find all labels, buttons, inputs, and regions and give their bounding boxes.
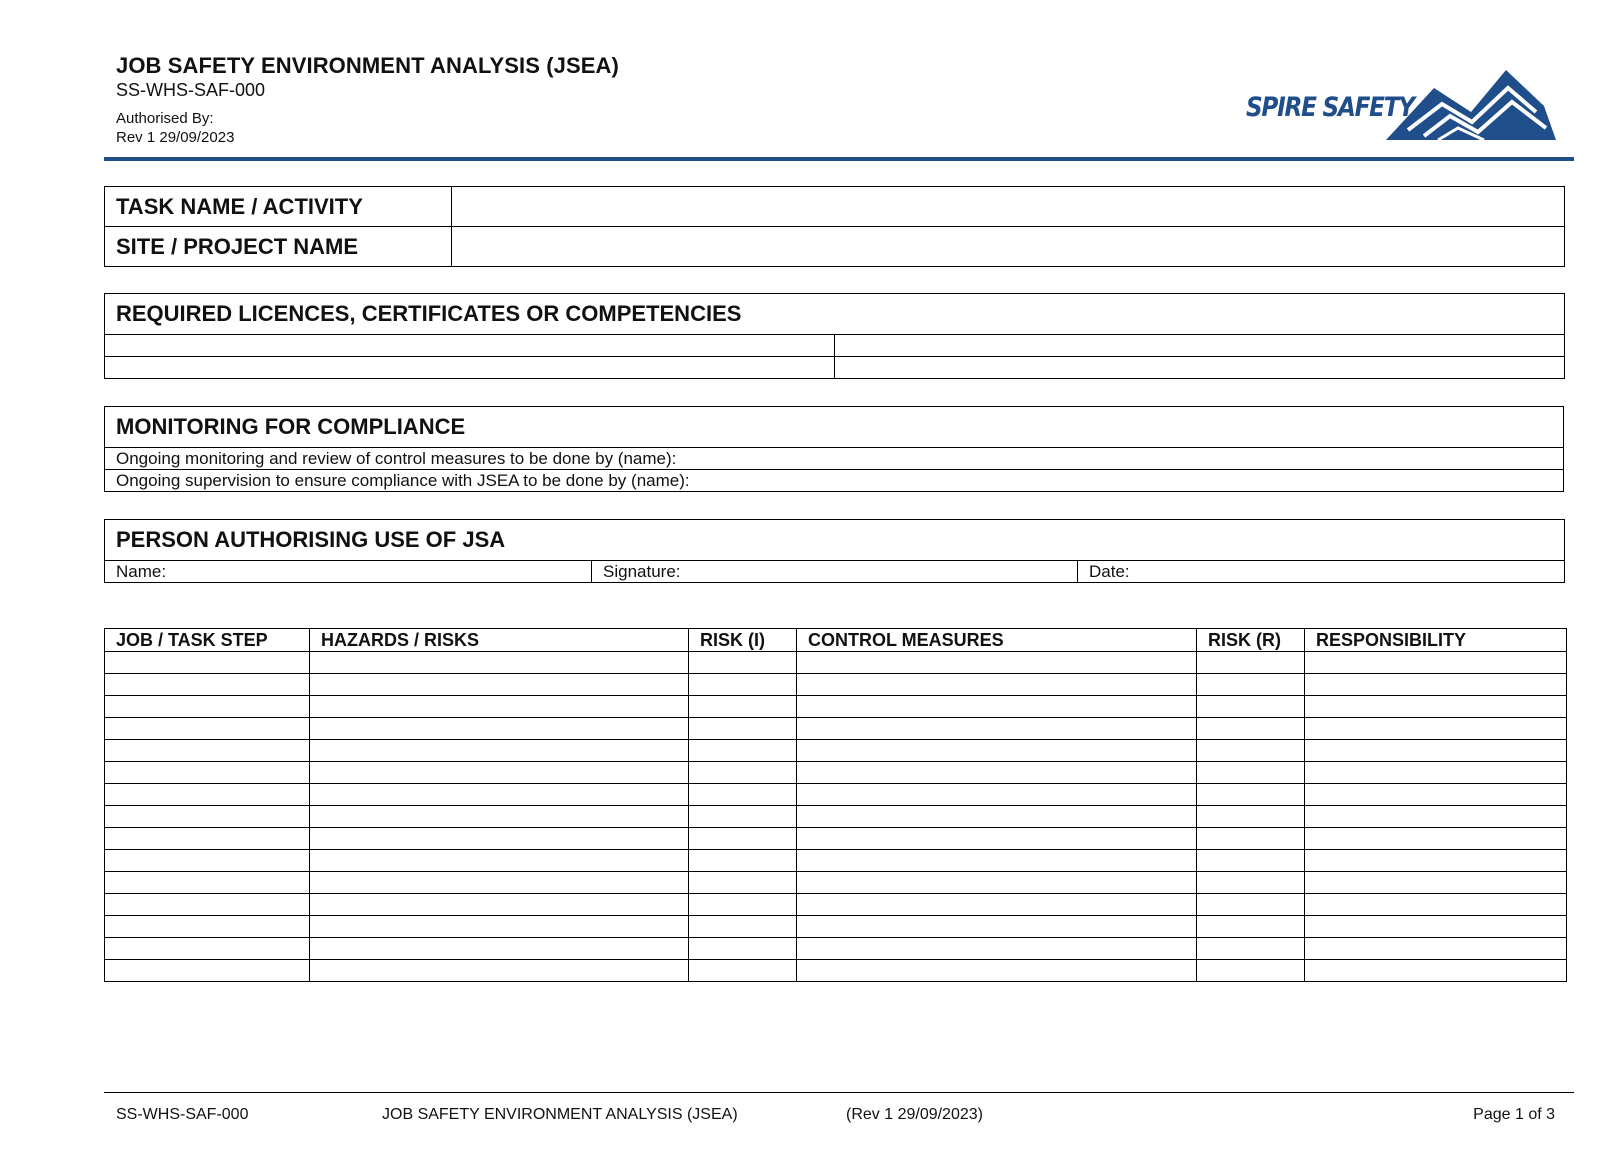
monitoring-table [104,406,1564,492]
table-row [105,894,1567,916]
table-cell[interactable] [310,696,689,718]
logo-text: SPIRE SAFETY [1246,92,1414,123]
table-cell[interactable] [1305,806,1567,828]
table-cell[interactable] [1305,652,1567,674]
table-cell[interactable] [797,806,1197,828]
table-cell[interactable] [105,674,310,696]
column-header: RESPONSIBILITY [1305,629,1567,652]
table-cell[interactable] [310,960,689,982]
table-cell[interactable] [310,784,689,806]
table-row [105,938,1567,960]
column-header: RISK (R) [1197,629,1305,652]
table-row [105,872,1567,894]
table-row [105,784,1567,806]
table-cell[interactable] [797,872,1197,894]
table-row [105,718,1567,740]
table-cell[interactable] [105,740,310,762]
table-row [105,916,1567,938]
table-cell[interactable] [1197,828,1305,850]
site-name-field[interactable] [452,227,1565,267]
table-cell[interactable] [689,784,797,806]
table-cell[interactable] [310,740,689,762]
hazard-table [104,628,1567,982]
table-cell[interactable] [1197,806,1305,828]
table-cell[interactable] [1197,894,1305,916]
table-cell[interactable] [689,960,797,982]
table-cell[interactable] [797,850,1197,872]
table-cell[interactable] [105,718,310,740]
table-cell[interactable] [1305,894,1567,916]
authoriser-date-field[interactable]: Date: [1078,561,1565,583]
table-cell[interactable] [105,960,310,982]
table-cell[interactable] [797,674,1197,696]
licence-field[interactable] [835,357,1565,379]
table-cell[interactable] [797,960,1197,982]
table-cell[interactable] [1305,916,1567,938]
table-cell[interactable] [1197,718,1305,740]
licence-field[interactable] [105,335,835,357]
table-cell[interactable] [1197,762,1305,784]
monitoring-review-field[interactable]: Ongoing monitoring and review of control measures to be done by (name): [105,448,1564,470]
table-cell[interactable] [797,894,1197,916]
table-cell[interactable] [1197,652,1305,674]
document-title: JOB SAFETY ENVIRONMENT ANALYSIS (JSEA) [116,53,619,78]
table-cell[interactable] [310,652,689,674]
table-cell[interactable] [797,762,1197,784]
table-cell[interactable] [797,916,1197,938]
footer-divider [104,1092,1574,1093]
table-cell[interactable] [689,894,797,916]
table-cell[interactable] [105,916,310,938]
table-cell[interactable] [689,718,797,740]
task-name-label: TASK NAME / ACTIVITY [105,187,452,227]
authorising-table [104,519,1565,583]
table-cell[interactable] [797,784,1197,806]
table-cell[interactable] [1305,784,1567,806]
footer-revision: (Rev 1 29/09/2023) [846,1106,983,1123]
table-cell[interactable] [689,740,797,762]
table-cell[interactable] [105,696,310,718]
document-code: SS-WHS-SAF-000 [116,80,266,100]
revision-label: Rev 1 29/09/2023 [116,129,235,146]
table-cell[interactable] [105,894,310,916]
table-cell[interactable] [105,806,310,828]
table-cell[interactable] [1197,916,1305,938]
table-cell[interactable] [310,828,689,850]
table-cell[interactable] [310,894,689,916]
table-cell[interactable] [797,718,1197,740]
footer-title: JOB SAFETY ENVIRONMENT ANALYSIS (JSEA) [382,1106,738,1123]
table-cell[interactable] [1305,674,1567,696]
table-cell[interactable] [1197,696,1305,718]
table-cell[interactable] [105,762,310,784]
table-cell[interactable] [1305,828,1567,850]
table-cell[interactable] [105,872,310,894]
table-row [105,850,1567,872]
table-cell[interactable] [689,806,797,828]
table-cell[interactable] [1305,740,1567,762]
table-cell[interactable] [105,938,310,960]
table-cell[interactable] [797,938,1197,960]
table-cell[interactable] [689,674,797,696]
table-cell[interactable] [1197,850,1305,872]
table-cell[interactable] [1305,960,1567,982]
table-cell[interactable] [105,652,310,674]
table-cell[interactable] [105,850,310,872]
authorised-by-label: Authorised By: [116,110,214,127]
licences-heading: REQUIRED LICENCES, CERTIFICATES OR COMPETENCIES [105,294,1565,335]
monitoring-heading: MONITORING FOR COMPLIANCE [105,407,1564,448]
column-header: JOB / TASK STEP [105,629,310,652]
authoriser-name-field[interactable]: Name: [105,561,592,583]
table-cell[interactable] [105,784,310,806]
table-cell[interactable] [1197,938,1305,960]
table-cell[interactable] [689,828,797,850]
table-cell[interactable] [1305,938,1567,960]
table-row [105,806,1567,828]
table-cell[interactable] [1305,696,1567,718]
licences-table [104,293,1565,379]
table-cell[interactable] [1197,740,1305,762]
document-header [116,53,619,147]
task-name-field[interactable] [452,187,1565,227]
table-cell[interactable] [797,828,1197,850]
column-header: HAZARDS / RISKS [310,629,689,652]
table-cell[interactable] [689,762,797,784]
table-cell[interactable] [797,740,1197,762]
table-row [105,762,1567,784]
table-cell[interactable] [1305,850,1567,872]
table-cell[interactable] [310,806,689,828]
column-header: CONTROL MEASURES [797,629,1197,652]
table-cell[interactable] [310,674,689,696]
licence-field[interactable] [835,335,1565,357]
table-cell[interactable] [797,696,1197,718]
table-cell[interactable] [689,850,797,872]
table-cell[interactable] [689,652,797,674]
authoriser-signature-field[interactable]: Signature: [592,561,1078,583]
footer-code: SS-WHS-SAF-000 [116,1106,249,1123]
table-cell[interactable] [1305,718,1567,740]
spire-safety-logo [1246,70,1558,142]
page-number: Page 1 of 3 [1473,1106,1555,1123]
table-row [105,674,1567,696]
table-cell[interactable] [1305,762,1567,784]
table-cell[interactable] [1197,960,1305,982]
table-cell[interactable] [310,850,689,872]
table-row [105,828,1567,850]
table-cell[interactable] [797,652,1197,674]
table-row [105,740,1567,762]
table-cell[interactable] [310,872,689,894]
supervision-field[interactable]: Ongoing supervision to ensure compliance with JSEA to be done by (name): [105,470,1564,492]
table-cell[interactable] [1197,784,1305,806]
table-cell[interactable] [1197,674,1305,696]
table-row [105,696,1567,718]
table-cell[interactable] [310,916,689,938]
table-cell[interactable] [689,696,797,718]
task-site-table [104,186,1565,267]
licence-field[interactable] [105,357,835,379]
authorising-heading: PERSON AUTHORISING USE OF JSA [105,520,1565,561]
table-cell[interactable] [689,872,797,894]
table-cell[interactable] [689,938,797,960]
document-meta [116,109,619,147]
table-cell[interactable] [310,762,689,784]
table-cell[interactable] [310,938,689,960]
table-row [105,652,1567,674]
table-cell[interactable] [1305,872,1567,894]
table-row [105,960,1567,982]
column-header: RISK (I) [689,629,797,652]
table-cell[interactable] [689,916,797,938]
table-cell[interactable] [105,828,310,850]
header-divider [104,157,1574,161]
table-cell[interactable] [1197,872,1305,894]
mountain-logo-icon [1386,70,1556,142]
table-cell[interactable] [310,718,689,740]
site-name-label: SITE / PROJECT NAME [105,227,452,267]
